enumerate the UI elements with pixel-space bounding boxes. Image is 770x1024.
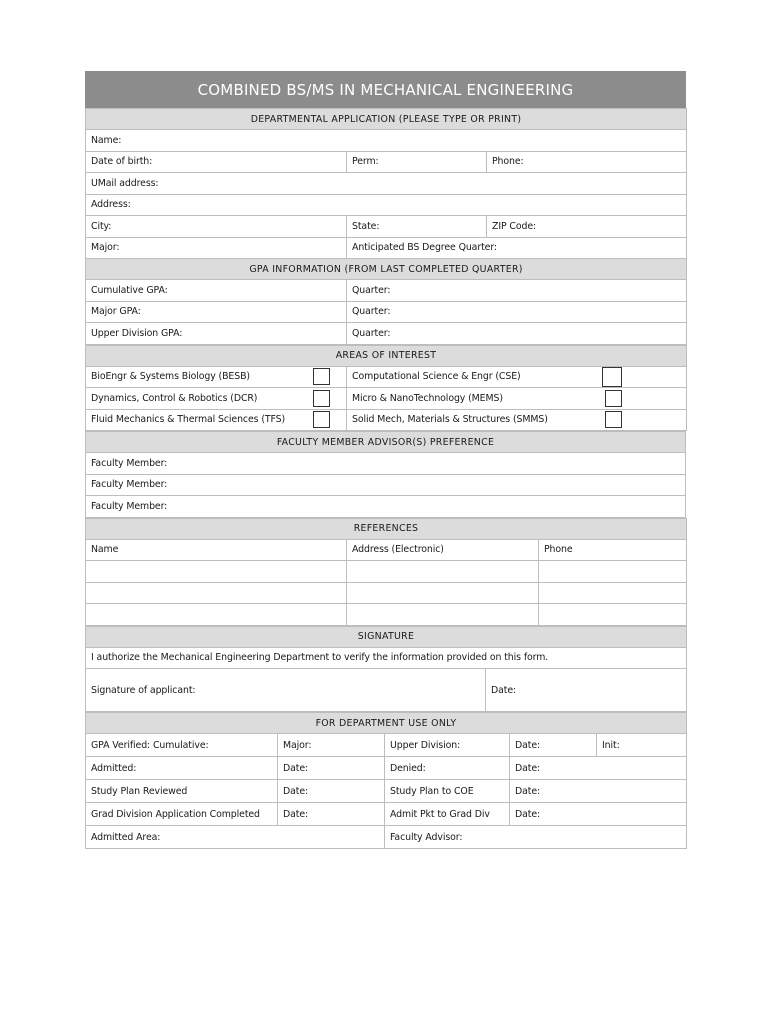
- anticipated-quarter-field[interactable]: Anticipated BS Degree Quarter:: [347, 237, 687, 259]
- denied-date-field[interactable]: Date:: [510, 757, 687, 780]
- upper-division-gpa-field[interactable]: Upper Division GPA:: [86, 323, 347, 345]
- area-tfs-label: Fluid Mechanics & Thermal Sciences (TFS): [86, 409, 304, 431]
- study-plan-reviewed-field[interactable]: Study Plan Reviewed: [86, 780, 278, 803]
- section-areas: AREAS OF INTEREST: [86, 345, 687, 366]
- faculty-table: [85, 431, 686, 518]
- section-departmental: DEPARTMENTAL APPLICATION (PLEASE TYPE OR PRINT): [86, 109, 687, 130]
- cumulative-gpa-field[interactable]: Cumulative GPA:: [86, 280, 347, 302]
- authorization-text: I authorize the Mechanical Engineering Department to verify the information provided on this form.: [86, 647, 687, 669]
- references-name-header: Name: [86, 539, 347, 561]
- references-address-header: Address (Electronic): [347, 539, 539, 561]
- reference-1-name[interactable]: [86, 561, 347, 583]
- major-gpa-field[interactable]: Major GPA:: [86, 301, 347, 323]
- signature-field[interactable]: Signature of applicant:: [86, 669, 486, 712]
- admit-pkt-field[interactable]: Admit Pkt to Grad Div: [385, 803, 510, 826]
- major-field[interactable]: Major:: [86, 237, 347, 259]
- application-form: [85, 71, 686, 849]
- mems-checkbox[interactable]: [605, 390, 622, 407]
- reference-3-phone[interactable]: [539, 604, 687, 626]
- state-field[interactable]: State:: [347, 216, 487, 238]
- area-mems-label: Micro & NanoTechnology (MEMS): [347, 388, 599, 410]
- reference-2-address[interactable]: [347, 582, 539, 604]
- references-phone-header: Phone: [539, 539, 687, 561]
- reference-3-name[interactable]: [86, 604, 347, 626]
- gpa-verified-field[interactable]: GPA Verified: Cumulative:: [86, 734, 278, 757]
- umail-field[interactable]: UMail address:: [86, 173, 687, 195]
- study-plan-coe-date-field[interactable]: Date:: [510, 780, 687, 803]
- perm-field[interactable]: Perm:: [347, 151, 487, 173]
- signature-table: [85, 626, 687, 713]
- study-plan-coe-field[interactable]: Study Plan to COE: [385, 780, 510, 803]
- section-gpa: GPA INFORMATION (FROM LAST COMPLETED QUARTER): [86, 259, 687, 280]
- upper-division-quarter-field[interactable]: Quarter:: [347, 323, 687, 345]
- zip-field[interactable]: ZIP Code:: [487, 216, 687, 238]
- gpa-verified-date-field[interactable]: Date:: [510, 734, 597, 757]
- areas-table: [85, 345, 687, 432]
- section-signature: SIGNATURE: [86, 626, 687, 647]
- signature-date-field[interactable]: Date:: [486, 669, 687, 712]
- admit-pkt-date-field[interactable]: Date:: [510, 803, 687, 826]
- admitted-date-field[interactable]: Date:: [278, 757, 385, 780]
- faculty-member-3-field[interactable]: Faculty Member:: [86, 496, 686, 518]
- admitted-field[interactable]: Admitted:: [86, 757, 278, 780]
- department-use-table: [85, 712, 687, 849]
- cse-checkbox[interactable]: [602, 367, 622, 387]
- grad-division-field[interactable]: Grad Division Application Completed: [86, 803, 278, 826]
- reference-1-phone[interactable]: [539, 561, 687, 583]
- cumulative-quarter-field[interactable]: Quarter:: [347, 280, 687, 302]
- dcr-checkbox[interactable]: [313, 390, 330, 407]
- major-quarter-field[interactable]: Quarter:: [347, 301, 687, 323]
- section-department-use: FOR DEPARTMENT USE ONLY: [86, 713, 687, 734]
- faculty-advisor-field[interactable]: Faculty Advisor:: [385, 826, 687, 849]
- area-cse-label: Computational Science & Engr (CSE): [347, 366, 599, 388]
- admitted-area-field[interactable]: Admitted Area:: [86, 826, 385, 849]
- reference-1-address[interactable]: [347, 561, 539, 583]
- area-smms-label: Solid Mech, Materials & Structures (SMMS): [347, 409, 599, 431]
- upper-division-field[interactable]: Upper Division:: [385, 734, 510, 757]
- dept-major-field[interactable]: Major:: [278, 734, 385, 757]
- besb-checkbox[interactable]: [313, 368, 330, 385]
- grad-division-date-field[interactable]: Date:: [278, 803, 385, 826]
- references-table: [85, 518, 687, 626]
- address-field[interactable]: Address:: [86, 194, 687, 216]
- reference-3-address[interactable]: [347, 604, 539, 626]
- phone-field[interactable]: Phone:: [487, 151, 687, 173]
- reference-2-phone[interactable]: [539, 582, 687, 604]
- section-references: REFERENCES: [86, 518, 687, 539]
- faculty-member-2-field[interactable]: Faculty Member:: [86, 474, 686, 496]
- reference-2-name[interactable]: [86, 582, 347, 604]
- name-field[interactable]: Name:: [86, 130, 687, 152]
- init-field[interactable]: Init:: [597, 734, 687, 757]
- dob-field[interactable]: Date of birth:: [86, 151, 347, 173]
- study-plan-reviewed-date-field[interactable]: Date:: [278, 780, 385, 803]
- area-dcr-label: Dynamics, Control & Robotics (DCR): [86, 388, 304, 410]
- tfs-checkbox[interactable]: [313, 411, 330, 428]
- denied-field[interactable]: Denied:: [385, 757, 510, 780]
- area-besb-label: BioEngr & Systems Biology (BESB): [86, 366, 304, 388]
- smms-checkbox[interactable]: [605, 411, 622, 428]
- city-field[interactable]: City:: [86, 216, 347, 238]
- faculty-member-1-field[interactable]: Faculty Member:: [86, 453, 686, 475]
- section-faculty: FACULTY MEMBER ADVISOR(S) PREFERENCE: [86, 432, 686, 453]
- applicant-table: [85, 108, 687, 345]
- form-title: COMBINED BS/MS IN MECHANICAL ENGINEERING: [85, 71, 686, 108]
